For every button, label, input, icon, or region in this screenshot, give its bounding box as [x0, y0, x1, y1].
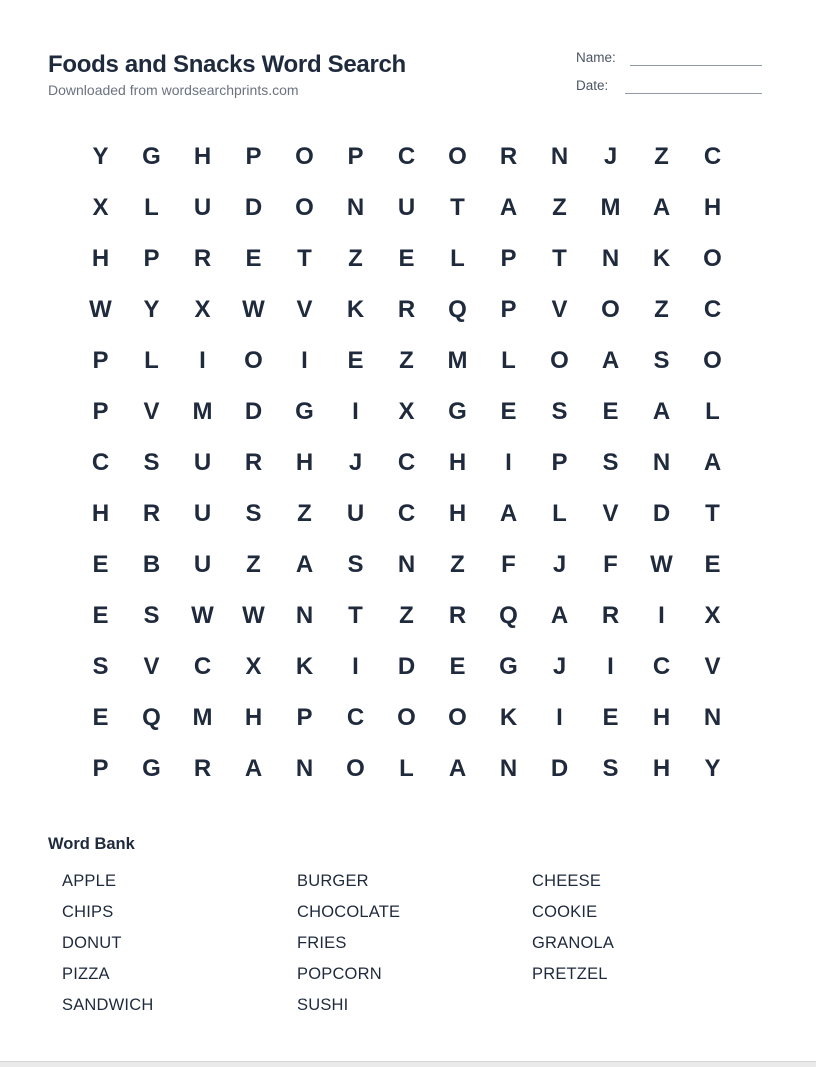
grid-cell-r9c10: J	[552, 550, 567, 578]
grid-cell-r11c6: I	[352, 652, 359, 680]
grid-cell-r1c5: O	[295, 142, 314, 170]
grid-cell-r7c12: N	[652, 448, 671, 476]
grid-cell-r7c4: R	[244, 448, 263, 476]
word-bank-word: COOKIE	[532, 903, 598, 921]
grid-cell-r7c2: S	[143, 448, 160, 476]
grid-cell-r1c13: C	[703, 142, 722, 170]
grid-cell-r4c7: R	[397, 295, 416, 323]
grid-cell-r2c5: O	[295, 193, 314, 221]
grid-cell-r4c8: Q	[448, 295, 467, 323]
grid-cell-r4c12: Z	[654, 295, 669, 323]
grid-cell-r2c4: D	[244, 193, 263, 221]
grid-cell-r12c5: P	[296, 703, 313, 731]
grid-cell-r11c3: C	[193, 652, 212, 680]
grid-cell-r12c11: E	[602, 703, 619, 731]
grid-cell-r1c4: P	[245, 142, 262, 170]
grid-cell-r8c12: D	[652, 499, 671, 527]
grid-cell-r3c5: T	[297, 244, 312, 272]
grid-cell-r4c5: V	[296, 295, 313, 323]
grid-cell-r4c3: X	[194, 295, 211, 323]
grid-cell-r10c8: R	[448, 601, 467, 629]
grid-cell-r11c2: V	[143, 652, 160, 680]
grid-cell-r13c6: O	[346, 754, 365, 782]
grid-cell-r3c4: E	[245, 244, 262, 272]
grid-cell-r8c8: H	[448, 499, 467, 527]
grid-cell-r10c3: W	[191, 601, 214, 629]
grid-cell-r9c11: F	[603, 550, 618, 578]
grid-cell-r2c3: U	[193, 193, 212, 221]
grid-cell-r13c11: S	[602, 754, 619, 782]
grid-cell-r7c8: H	[448, 448, 467, 476]
grid-cell-r5c7: Z	[399, 346, 414, 374]
grid-cell-r13c2: G	[142, 754, 161, 782]
grid-cell-r11c4: X	[245, 652, 262, 680]
grid-cell-r7c3: U	[193, 448, 212, 476]
word-bank-word: GRANOLA	[532, 934, 615, 952]
grid-cell-r3c1: H	[91, 244, 110, 272]
word-bank-word: FRIES	[297, 934, 347, 952]
grid-cell-r3c13: O	[703, 244, 722, 272]
grid-cell-r9c13: E	[704, 550, 721, 578]
grid-cell-r11c10: J	[552, 652, 567, 680]
grid-cell-r13c10: D	[550, 754, 569, 782]
grid-cell-r5c9: L	[501, 346, 516, 374]
grid-cell-r2c9: A	[499, 193, 518, 221]
grid-cell-r10c12: I	[658, 601, 665, 629]
grid-cell-r7c5: H	[295, 448, 314, 476]
grid-cell-r11c11: I	[607, 652, 614, 680]
grid-cell-r5c6: E	[347, 346, 364, 374]
grid-cell-r6c9: E	[500, 397, 517, 425]
grid-cell-r3c11: N	[601, 244, 620, 272]
grid-cell-r7c11: S	[602, 448, 619, 476]
grid-cell-r13c3: R	[193, 754, 212, 782]
name-label: Name:	[576, 50, 616, 65]
grid-cell-r12c13: N	[703, 703, 722, 731]
grid-cell-r5c11: A	[601, 346, 620, 374]
grid-cell-r10c4: W	[242, 601, 265, 629]
grid-cell-r8c7: C	[397, 499, 416, 527]
word-bank-word: DONUT	[62, 934, 122, 952]
grid-cell-r11c12: C	[652, 652, 671, 680]
grid-cell-r11c5: K	[295, 652, 314, 680]
grid-cell-r6c7: X	[398, 397, 415, 425]
grid-cell-r13c4: A	[244, 754, 263, 782]
grid-cell-r13c1: P	[92, 754, 109, 782]
grid-cell-r12c2: Q	[142, 703, 161, 731]
grid-cell-r10c2: S	[143, 601, 160, 629]
grid-cell-r10c6: T	[348, 601, 363, 629]
grid-cell-r1c11: J	[603, 142, 618, 170]
grid-cell-r6c10: S	[551, 397, 568, 425]
grid-cell-r13c7: L	[399, 754, 414, 782]
grid-cell-r10c5: N	[295, 601, 314, 629]
grid-cell-r3c2: P	[143, 244, 160, 272]
grid-cell-r8c3: U	[193, 499, 212, 527]
grid-cell-r3c9: P	[500, 244, 517, 272]
grid-cell-r5c5: I	[301, 346, 308, 374]
word-bank-column-2	[297, 866, 400, 1021]
word-bank-word: PIZZA	[62, 965, 110, 983]
grid-cell-r12c12: H	[652, 703, 671, 731]
word-bank-word: PRETZEL	[532, 965, 608, 983]
grid-cell-r8c11: V	[602, 499, 619, 527]
grid-cell-r2c2: L	[144, 193, 159, 221]
grid-cell-r5c4: O	[244, 346, 263, 374]
grid-cell-r13c9: N	[499, 754, 518, 782]
grid-cell-r9c5: A	[295, 550, 314, 578]
grid-cell-r7c1: C	[91, 448, 110, 476]
name-fill-line	[630, 65, 762, 66]
grid-cell-r8c2: R	[142, 499, 161, 527]
grid-cell-r4c2: Y	[143, 295, 160, 323]
grid-cell-r1c6: P	[347, 142, 364, 170]
grid-cell-r12c6: C	[346, 703, 365, 731]
grid-cell-r9c8: Z	[450, 550, 465, 578]
grid-cell-r3c12: K	[652, 244, 671, 272]
viewer-bottom-edge-bar	[0, 1061, 816, 1067]
grid-cell-r1c1: Y	[92, 142, 109, 170]
grid-cell-r3c7: E	[398, 244, 415, 272]
grid-cell-r8c5: Z	[297, 499, 312, 527]
grid-cell-r5c10: O	[550, 346, 569, 374]
grid-cell-r6c1: P	[92, 397, 109, 425]
date-label: Date:	[576, 78, 609, 93]
grid-cell-r3c8: L	[450, 244, 465, 272]
word-bank-word: BURGER	[297, 872, 369, 890]
word-bank-column-1	[62, 866, 153, 1021]
grid-cell-r8c1: H	[91, 499, 110, 527]
grid-cell-r1c3: H	[193, 142, 212, 170]
grid-cell-r11c8: E	[449, 652, 466, 680]
grid-cell-r8c4: S	[245, 499, 262, 527]
grid-cell-r2c7: U	[397, 193, 416, 221]
word-bank-word: APPLE	[62, 872, 117, 890]
grid-cell-r4c1: W	[89, 295, 112, 323]
grid-cell-r10c13: X	[704, 601, 721, 629]
grid-cell-r5c8: M	[447, 346, 468, 374]
grid-cell-r9c9: F	[501, 550, 516, 578]
grid-cell-r13c5: N	[295, 754, 314, 782]
grid-cell-r12c7: O	[397, 703, 416, 731]
grid-cell-r9c4: Z	[246, 550, 261, 578]
grid-cell-r6c13: L	[705, 397, 720, 425]
date-fill-line	[625, 93, 762, 94]
grid-cell-r9c3: U	[193, 550, 212, 578]
grid-cell-r4c10: V	[551, 295, 568, 323]
word-bank-word: SANDWICH	[62, 996, 154, 1014]
grid-cell-r1c9: R	[499, 142, 518, 170]
grid-cell-r6c4: D	[244, 397, 263, 425]
page-subtitle: Downloaded from wordsearchprints.com	[48, 82, 299, 98]
grid-cell-r4c9: P	[500, 295, 517, 323]
word-bank-word: CHOCOLATE	[297, 903, 401, 921]
grid-cell-r4c11: O	[601, 295, 620, 323]
grid-cell-r2c1: X	[92, 193, 109, 221]
word-bank-word: SUSHI	[297, 996, 349, 1014]
grid-cell-r6c6: I	[352, 397, 359, 425]
grid-cell-r11c9: G	[499, 652, 518, 680]
grid-cell-r3c6: Z	[348, 244, 363, 272]
grid-cell-r12c3: M	[192, 703, 213, 731]
grid-cell-r6c2: V	[143, 397, 160, 425]
grid-cell-r6c11: E	[602, 397, 619, 425]
word-bank-word: CHEESE	[532, 872, 602, 890]
grid-cell-r2c10: Z	[552, 193, 567, 221]
grid-cell-r1c2: G	[142, 142, 161, 170]
word-bank-list	[0, 866, 816, 1026]
grid-cell-r12c4: H	[244, 703, 263, 731]
grid-cell-r8c13: T	[705, 499, 720, 527]
grid-cell-r3c10: T	[552, 244, 567, 272]
grid-cell-r12c10: I	[556, 703, 563, 731]
grid-cell-r9c1: E	[92, 550, 109, 578]
grid-cell-r12c9: K	[499, 703, 518, 731]
grid-cell-r4c6: K	[346, 295, 365, 323]
word-bank-word: POPCORN	[297, 965, 382, 983]
grid-cell-r2c12: A	[652, 193, 671, 221]
grid-cell-r5c3: I	[199, 346, 206, 374]
letter-grid	[75, 131, 738, 794]
grid-cell-r8c6: U	[346, 499, 365, 527]
grid-cell-r10c10: A	[550, 601, 569, 629]
grid-cell-r1c10: N	[550, 142, 569, 170]
grid-cell-r9c12: W	[650, 550, 673, 578]
grid-cell-r7c10: P	[551, 448, 568, 476]
grid-cell-r2c6: N	[346, 193, 365, 221]
grid-cell-r12c8: O	[448, 703, 467, 731]
grid-cell-r6c12: A	[652, 397, 671, 425]
grid-cell-r12c1: E	[92, 703, 109, 731]
word-bank-title: Word Bank	[48, 835, 135, 853]
grid-cell-r2c11: M	[600, 193, 621, 221]
grid-cell-r4c13: C	[703, 295, 722, 323]
word-bank-column-3	[532, 866, 614, 990]
grid-cell-r6c5: G	[295, 397, 314, 425]
grid-cell-r9c6: S	[347, 550, 364, 578]
grid-cell-r4c4: W	[242, 295, 265, 323]
grid-cell-r6c3: M	[192, 397, 213, 425]
grid-cell-r6c8: G	[448, 397, 467, 425]
grid-cell-r8c10: L	[552, 499, 567, 527]
grid-cell-r7c9: I	[505, 448, 512, 476]
grid-cell-r1c8: O	[448, 142, 467, 170]
grid-cell-r11c13: V	[704, 652, 721, 680]
grid-cell-r9c2: B	[142, 550, 161, 578]
grid-cell-r5c1: P	[92, 346, 109, 374]
grid-cell-r10c7: Z	[399, 601, 414, 629]
grid-cell-r1c7: C	[397, 142, 416, 170]
grid-cell-r10c11: R	[601, 601, 620, 629]
grid-cell-r3c3: R	[193, 244, 212, 272]
grid-cell-r13c12: H	[652, 754, 671, 782]
grid-cell-r11c7: D	[397, 652, 416, 680]
grid-cell-r8c9: A	[499, 499, 518, 527]
grid-cell-r2c8: T	[450, 193, 465, 221]
page-title: Foods and Snacks Word Search	[48, 51, 406, 78]
grid-cell-r5c13: O	[703, 346, 722, 374]
grid-cell-r7c6: J	[348, 448, 363, 476]
grid-cell-r13c8: A	[448, 754, 467, 782]
grid-cell-r7c13: A	[703, 448, 722, 476]
word-bank-word: CHIPS	[62, 903, 114, 921]
grid-cell-r10c9: Q	[499, 601, 518, 629]
grid-cell-r7c7: C	[397, 448, 416, 476]
grid-cell-r2c13: H	[703, 193, 722, 221]
grid-cell-r5c12: S	[653, 346, 670, 374]
grid-cell-r10c1: E	[92, 601, 109, 629]
grid-cell-r11c1: S	[92, 652, 109, 680]
grid-cell-r13c13: Y	[704, 754, 721, 782]
grid-cell-r5c2: L	[144, 346, 159, 374]
grid-cell-r1c12: Z	[654, 142, 669, 170]
grid-cell-r9c7: N	[397, 550, 416, 578]
